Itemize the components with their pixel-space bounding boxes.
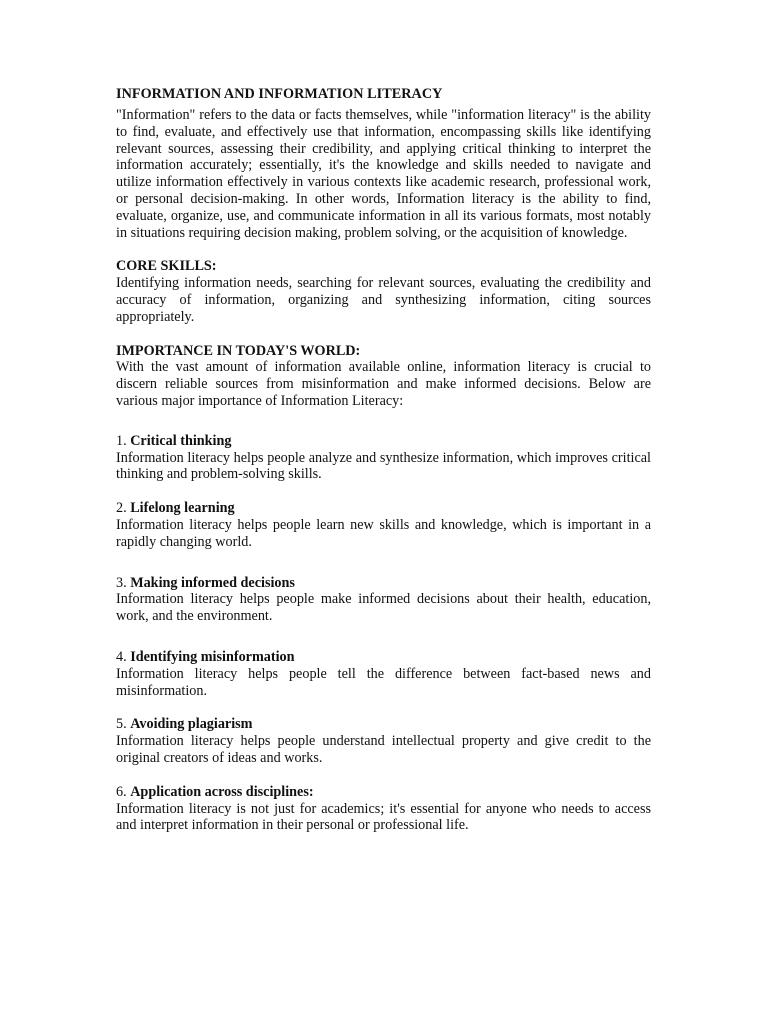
core-skills-section <box>116 258 651 325</box>
item-number: 3. <box>116 574 127 591</box>
item-number: 6. <box>116 783 127 800</box>
spacer <box>116 551 651 575</box>
item-body: Information literacy helps people make informed decisions about their health, education, work, and the environment. <box>116 591 651 625</box>
spacer <box>116 326 651 343</box>
item-title: Critical thinking <box>130 432 232 449</box>
item-title: Application across disciplines: <box>130 783 314 800</box>
list-item <box>116 575 651 625</box>
list-item <box>116 784 651 834</box>
item-number: 2. <box>116 500 127 517</box>
item-body: Information literacy helps people learn new skills and knowledge, which is important in a rapidly changing world. <box>116 516 651 550</box>
item-title: Avoiding plagiarism <box>130 716 253 733</box>
item-number: 4. <box>116 648 127 665</box>
document-title: INFORMATION AND INFORMATION LITERACY <box>116 86 443 102</box>
list-item <box>116 649 651 699</box>
spacer <box>116 699 651 716</box>
intro-paragraph: "Information" refers to the data or facts themselves, while "information literacy" is the ability to find, evaluate, and effectively use that information, encompassing skills like identifying relevant sources, assessing their credibility, and applying critical thinking to interpret the information accurately; essentially, it's the knowledge and skills needed to navigate and utilize information effectively in various contexts like academic research, professional work, or personal decision-making. In other words, Information literacy is the ability to find, evaluate, organize, use, and communicate information in all its various formats, most notably in situations requiring decision making, problem solving, or the acquisition of knowledge. <box>116 107 651 241</box>
spacer <box>116 241 651 258</box>
importance-body: With the vast amount of information available online, information literacy is crucial to discern reliable sources from misinformation and make informed decisions. Below are various major importance of Information Literacy: <box>116 359 651 409</box>
core-skills-heading: CORE SKILLS: <box>116 258 217 275</box>
item-heading <box>116 433 651 450</box>
item-body: Information literacy helps people understand intellectual property and give credit to the original creators of ideas and works. <box>116 733 651 766</box>
core-skills-body: Identifying information needs, searching for relevant sources, evaluating the credibility and accuracy of information, organizing and synthesizing information, citing sources appropriately. <box>116 275 651 325</box>
item-heading <box>116 575 651 592</box>
item-heading <box>116 784 651 801</box>
item-body: Information literacy helps people analyze and synthesize information, which improves critical thinking and problem-solving skills. <box>116 449 651 483</box>
item-title: Making informed decisions <box>130 574 295 591</box>
item-heading <box>116 649 651 666</box>
item-body: Information literacy helps people tell the difference between fact-based news and misinformation. <box>116 665 651 699</box>
importance-section <box>116 343 651 410</box>
item-heading <box>116 716 651 733</box>
spacer <box>116 767 651 784</box>
spacer <box>116 410 651 433</box>
importance-heading: IMPORTANCE IN TODAY'S WORLD: <box>116 342 361 359</box>
item-number: 1. <box>116 432 127 449</box>
item-title: Identifying misinformation <box>130 648 295 665</box>
item-heading <box>116 500 651 517</box>
item-number: 5. <box>116 716 127 733</box>
spacer <box>116 625 651 649</box>
spacer <box>116 483 651 500</box>
list-item <box>116 716 651 766</box>
item-title: Lifelong learning <box>130 500 235 517</box>
item-body: Information literacy is not just for academics; it's essential for anyone who needs to access and interpret information in their personal or professional life. <box>116 800 651 834</box>
list-item <box>116 433 651 483</box>
list-item <box>116 500 651 550</box>
